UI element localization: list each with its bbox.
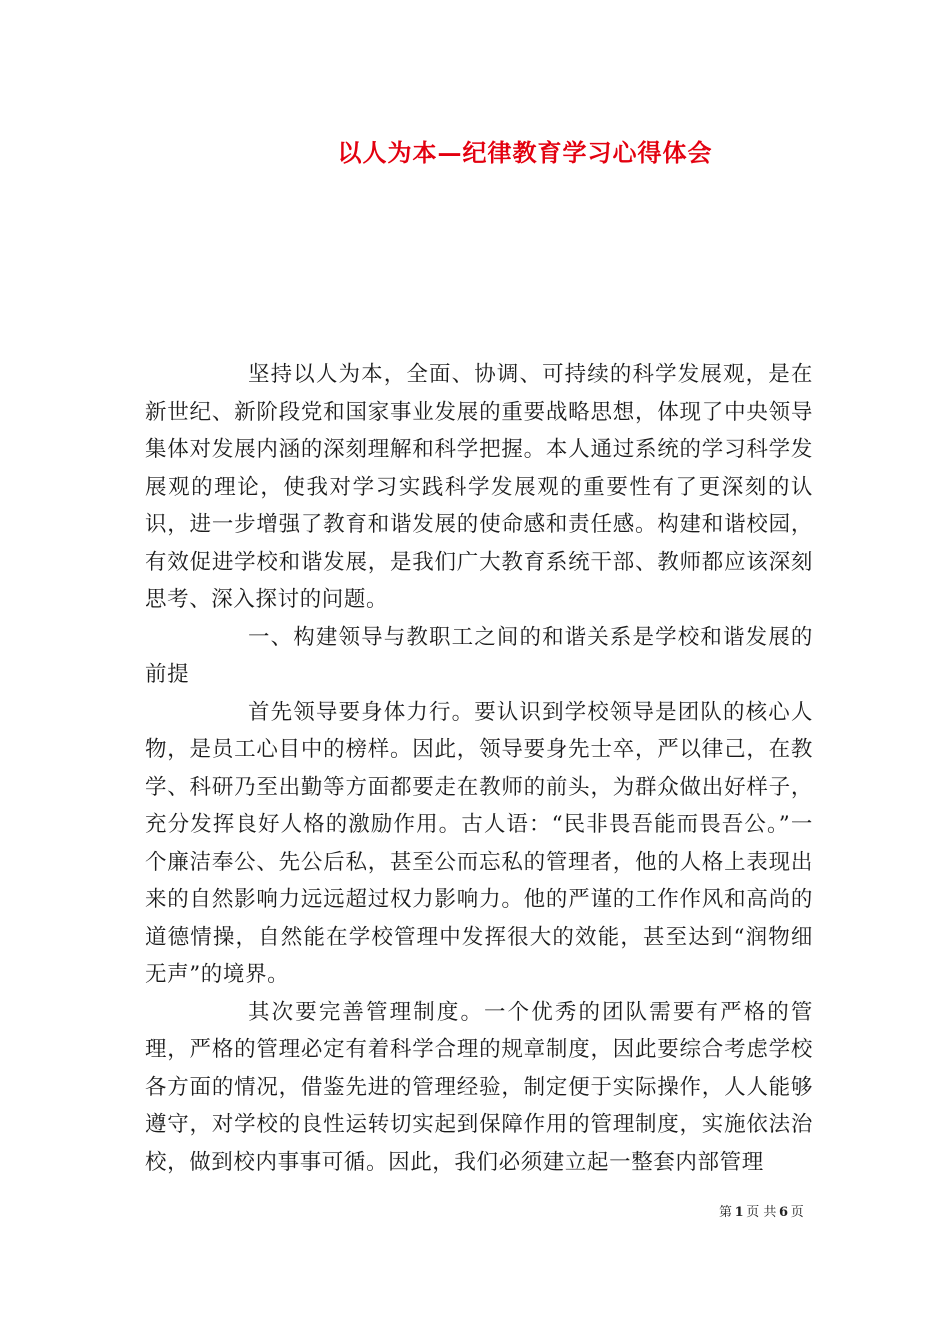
footer-middle: 页 共 — [746, 1205, 777, 1220]
paragraph-intro: 坚持以人为本，全面、协调、可持续的科学发展观，是在新世纪、新阶段党和国家事业发展的重要战略思想，体现了中央领导集体对发展内涵的深刻理解和科学把握。本人通过系统的学习科学发展观的理论，使我对学习实践科学发展观的重要性有了更深刻的认识，进一步增强了教育和谐发展的使命感和责任感。构建和谐校园，有效促进学校和谐发展，是我们广大教育系统干部、教师都应该深刻思考、深入探讨的问题。 — [145, 362, 813, 612]
paragraph-leadership: 首先领导要身体力行。要认识到学校领导是团队的核心人物，是员工心目中的榜样。因此，领导要身先士卒，严以律己，在教学、科研乃至出勤等方面都要走在教师的前头，为群众做出好样子，充分发挥良好人格的激励作用。古人语：“民非畏吾能而畏吾公。”一个廉洁奉公、先公后私，甚至公而忘私的管理者，他的人格上表现出来的自然影响力远远超过权力影响力。他的严谨的工作作风和高尚的道德情操，自然能在学校管理中发挥很大的效能，甚至达到“润物细无声”的境界。 — [145, 699, 813, 987]
current-page-number: 1 — [734, 1205, 744, 1220]
document-title: 以人为本—纪律教育学习心得体会 — [337, 138, 713, 167]
footer-suffix: 页 — [790, 1205, 804, 1220]
paragraph-management-system: 其次要完善管理制度。一个优秀的团队需要有严格的管理，严格的管理必定有着科学合理的规章制度，因此要综合考虑学校各方面的情况，借鉴先进的管理经验，制定便于实际操作，人人能够遵守，对学校的良性运转切实起到保障作用的管理制度，实施依法治校，做到校内事事可循。因此，我们必须建立起一整套内部管理 — [145, 999, 813, 1175]
total-pages-number: 6 — [779, 1205, 789, 1220]
document-body — [145, 356, 813, 1181]
page-number-footer — [719, 1204, 804, 1222]
paragraph-section-heading-1: 一、构建领导与教职工之间的和谐关系是学校和谐发展的前提 — [145, 624, 813, 687]
footer-prefix: 第 — [719, 1205, 733, 1220]
